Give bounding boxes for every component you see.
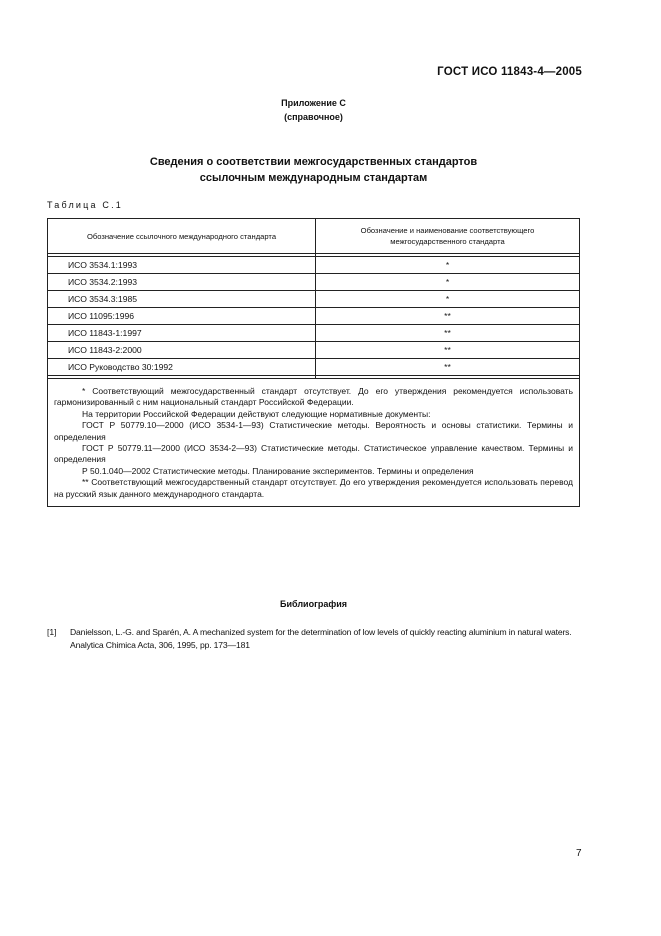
section-title-line-2: ссылочным международным стандартам xyxy=(199,172,428,184)
reference-standard-cell: ИСО 11843-1:1997 xyxy=(48,325,316,342)
interstate-standard-cell: * xyxy=(316,274,580,291)
interstate-standard-cell: ** xyxy=(316,308,580,325)
page-number: 7 xyxy=(576,848,582,859)
table-header-row xyxy=(48,219,580,254)
table-note: ** Соответствующий межгосударственный стандарт отсутствует. До его утверждения рекомендуется использовать перевод на русский язык данного международного стандарта. xyxy=(54,477,573,499)
table-row xyxy=(48,291,580,308)
table-row xyxy=(48,257,580,274)
interstate-standard-cell: * xyxy=(316,291,580,308)
section-title xyxy=(0,154,627,186)
table-note: Р 50.1.040—2002 Статистические методы. Планирование экспериментов. Термины и определения xyxy=(82,465,474,476)
annex-heading xyxy=(0,96,627,124)
table-note: * Соответствующий межгосударственный стандарт отсутствует. До его утверждения рекомендуется использовать гармонизированный с ним национальный стандарт Российской Федерации. xyxy=(54,386,573,408)
reference-standard-cell: ИСО 11095:1996 xyxy=(48,308,316,325)
reference-standard-cell: ИСО 3534.3:1985 xyxy=(48,291,316,308)
table-row xyxy=(48,359,580,376)
table-notes-row xyxy=(48,379,580,507)
interstate-standard-cell: ** xyxy=(316,325,580,342)
bibliography-entry-text: Danielsson, L.-G. and Sparén, A. A mechanized system for the determination of low levels of quickly reacting aluminium in natural waters. Analytica Chimica Acta, 306, 1995, pp. 173—181 xyxy=(70,627,572,650)
table-row xyxy=(48,325,580,342)
reference-standard-cell: ИСО Руководство 30:1992 xyxy=(48,359,316,376)
correspondence-table xyxy=(47,218,580,507)
table-caption: Таблица С.1 xyxy=(47,200,123,210)
reference-standard-cell: ИСО 3534.2:1993 xyxy=(48,274,316,291)
reference-standard-cell: ИСО 3534.1:1993 xyxy=(48,257,316,274)
table-row xyxy=(48,308,580,325)
interstate-standard-cell: ** xyxy=(316,342,580,359)
interstate-standard-cell: * xyxy=(316,257,580,274)
table-note: ГОСТ Р 50779.11—2000 (ИСО 3534-2—93) Статистические методы. Статистическое управление качеством. Термины и определения xyxy=(54,443,573,465)
bibliography-entry-number: [1] xyxy=(47,627,57,637)
table-notes xyxy=(48,379,580,507)
table-note: На территории Российской Федерации действуют следующие нормативные документы: xyxy=(82,408,431,419)
column-header-interstate xyxy=(316,219,580,254)
annex-subtitle: (справочное) xyxy=(284,112,343,122)
column-header-reference: Обозначение ссылочного международного стандарта xyxy=(48,219,316,254)
bibliography-heading: Библиография xyxy=(280,599,347,609)
reference-standard-cell: ИСО 11843-2:2000 xyxy=(48,342,316,359)
column-header-interstate-text: Обозначение и наименование соответствующего межгосударственного стандарта xyxy=(360,226,535,246)
table-row xyxy=(48,342,580,359)
table-row xyxy=(48,274,580,291)
annex-title: Приложение С xyxy=(281,98,346,108)
document-code: ГОСТ ИСО 11843-4—2005 xyxy=(437,66,582,78)
table-note: ГОСТ Р 50779.10—2000 (ИСО 3534-1—93) Статистические методы. Вероятность и основы статистики. Термины и определения xyxy=(54,420,573,442)
section-title-line-1: Сведения о соответствии межгосударственных стандартов xyxy=(149,156,478,168)
interstate-standard-cell: ** xyxy=(316,359,580,376)
